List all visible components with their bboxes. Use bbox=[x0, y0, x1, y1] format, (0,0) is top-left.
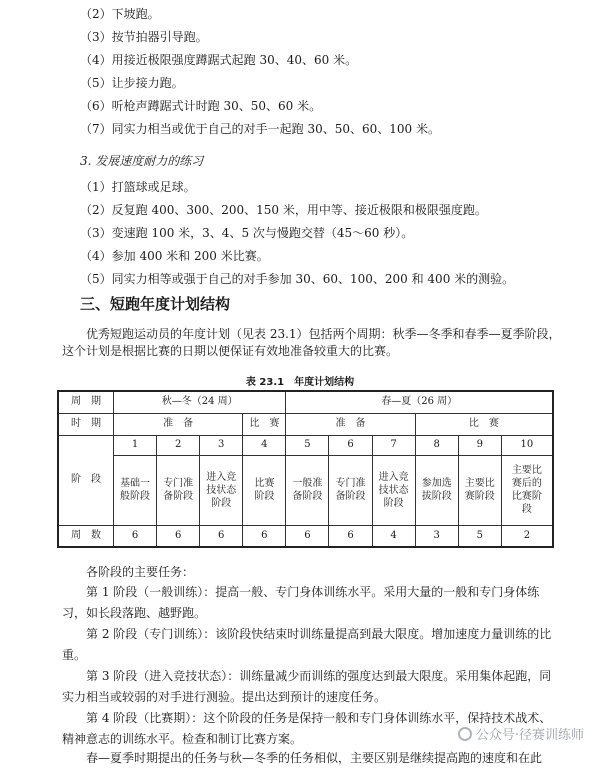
weeks-cell: 3 bbox=[415, 525, 458, 547]
list-item: （4）参加 400 米和 200 米比赛。 bbox=[80, 249, 269, 263]
annual-plan-table bbox=[57, 390, 554, 548]
prep-cell: 准 备 bbox=[114, 413, 243, 435]
list-item: （6）听枪声蹲踞式计时跑 30、50、60 米。 bbox=[80, 99, 322, 113]
list-item: （5）同实力相等或强于自己的对手参加 30、60、100、200 和 400 米的测验。 bbox=[80, 272, 515, 286]
task-paragraph: 第 4 阶段（比赛期）：这个阶段的任务是保持一般和专门身体训练水平，保持技术战术、精神意志的训练水平。检查和制订比赛方案。 bbox=[62, 711, 552, 746]
stage-name: 主要比赛阶段 bbox=[464, 478, 495, 502]
list-item: （4）用接近极限强度蹲踞式起跑 30、40、60 米。 bbox=[80, 53, 358, 67]
tasks-title: 各阶段的主要任务： bbox=[86, 565, 195, 579]
weeks-cell: 6 bbox=[243, 525, 286, 547]
section-subheading: 3. 发展速度耐力的练习 bbox=[80, 154, 204, 168]
prep-cell: 准 备 bbox=[286, 413, 415, 435]
stage-number: 3 bbox=[200, 435, 243, 455]
stage-name: 进入竞技状态阶段 bbox=[378, 471, 409, 509]
stage-name: 专门准备阶段 bbox=[335, 478, 366, 502]
list-item: （1）打篮球或足球。 bbox=[80, 180, 196, 194]
stage-name: 比赛阶段 bbox=[254, 478, 275, 502]
list-item: （2）反复跑 400、300、200、150 米，用中等、接近极限和极限强度跑。 bbox=[80, 203, 487, 217]
task-paragraph: 第 2 阶段（专门训练）：该阶段快结束时训练量提高到最大限度。增加速度力量训练的比重。 bbox=[62, 627, 552, 662]
list-item: （5）让步接力跑。 bbox=[80, 76, 184, 90]
weeks-cell: 4 bbox=[372, 525, 415, 547]
task-paragraph: 第 3 阶段（进入竞技状态）：训练量减少而训练的强度达到最大限度。采用集体起跑，同实力相当或较弱的对手进行测验。提出达到预计的速度任务。 bbox=[62, 669, 552, 704]
row-label-time: 时 期 bbox=[58, 413, 114, 435]
stage-name: 参加选拔阶段 bbox=[421, 478, 452, 502]
row-label-period: 周 期 bbox=[58, 391, 114, 413]
stage-number: 10 bbox=[501, 435, 553, 455]
task-paragraph: 第 1 阶段（一般训练）：提高一般、专门身体训练水平。采用大量的一般和专门身体练习，如长段落跑、越野跑。 bbox=[62, 585, 540, 620]
list-item: （3）变速跑 100 米，3、4、5 次与慢跑交替（45～60 秒）。 bbox=[80, 226, 414, 240]
weeks-cell: 6 bbox=[114, 525, 157, 547]
stage-name: 基础一般阶段 bbox=[120, 478, 151, 502]
stage-number: 2 bbox=[157, 435, 200, 455]
stage-name: 主要比赛后的比赛阶段 bbox=[511, 465, 542, 515]
task-paragraph: 春—夏季时期提出的任务与秋—冬季的任务相似，主要区别是继续提高跑的速度和在此 bbox=[86, 751, 543, 765]
weeks-cell: 5 bbox=[458, 525, 501, 547]
list-item: （3）按节拍器引导跑。 bbox=[80, 30, 208, 44]
comp-cell: 比 赛 bbox=[415, 413, 553, 435]
stage-number: 6 bbox=[329, 435, 372, 455]
stage-number: 1 bbox=[114, 435, 157, 455]
row-label-weeks: 周 数 bbox=[58, 525, 114, 547]
stage-number: 7 bbox=[372, 435, 415, 455]
autumn-winter-cell: 秋—冬（24 周） bbox=[114, 391, 286, 413]
weeks-cell: 2 bbox=[501, 525, 553, 547]
watermark bbox=[458, 724, 584, 743]
section-heading: 三、短跑年度计划结构 bbox=[80, 295, 231, 313]
weeks-cell: 6 bbox=[329, 525, 372, 547]
weeks-cell: 6 bbox=[200, 525, 243, 547]
row-label-stage: 阶 段 bbox=[58, 435, 114, 525]
list-item: （7）同实力相当或优于自己的对手一起跑 30、50、60、100 米。 bbox=[80, 122, 440, 136]
list-item: （2）下坡跑。 bbox=[80, 7, 160, 21]
table-caption: 表 23.1 年度计划结构 bbox=[245, 377, 355, 388]
intro-paragraph: 优秀短跑运动员的年度计划（见表 23.1）包括两个周期：秋季—冬季和春季—夏季阶段，这个计划是根据比赛的日期以便保证有效地准备较重大的比赛。 bbox=[62, 327, 561, 358]
wechat-icon bbox=[458, 727, 472, 741]
stage-number: 8 bbox=[415, 435, 458, 455]
stage-name: 一般准备阶段 bbox=[292, 478, 323, 502]
watermark-text: 公众号·径赛训练师 bbox=[475, 728, 584, 743]
weeks-cell: 6 bbox=[157, 525, 200, 547]
stage-number: 5 bbox=[286, 435, 329, 455]
stage-name: 专门准备阶段 bbox=[163, 478, 194, 502]
comp-cell: 比 赛 bbox=[243, 413, 286, 435]
stage-number: 4 bbox=[243, 435, 286, 455]
stage-name: 进入竞技状态阶段 bbox=[206, 471, 237, 509]
spring-summer-cell: 春—夏（26 周） bbox=[286, 391, 553, 413]
stage-number: 9 bbox=[458, 435, 501, 455]
weeks-cell: 6 bbox=[286, 525, 329, 547]
